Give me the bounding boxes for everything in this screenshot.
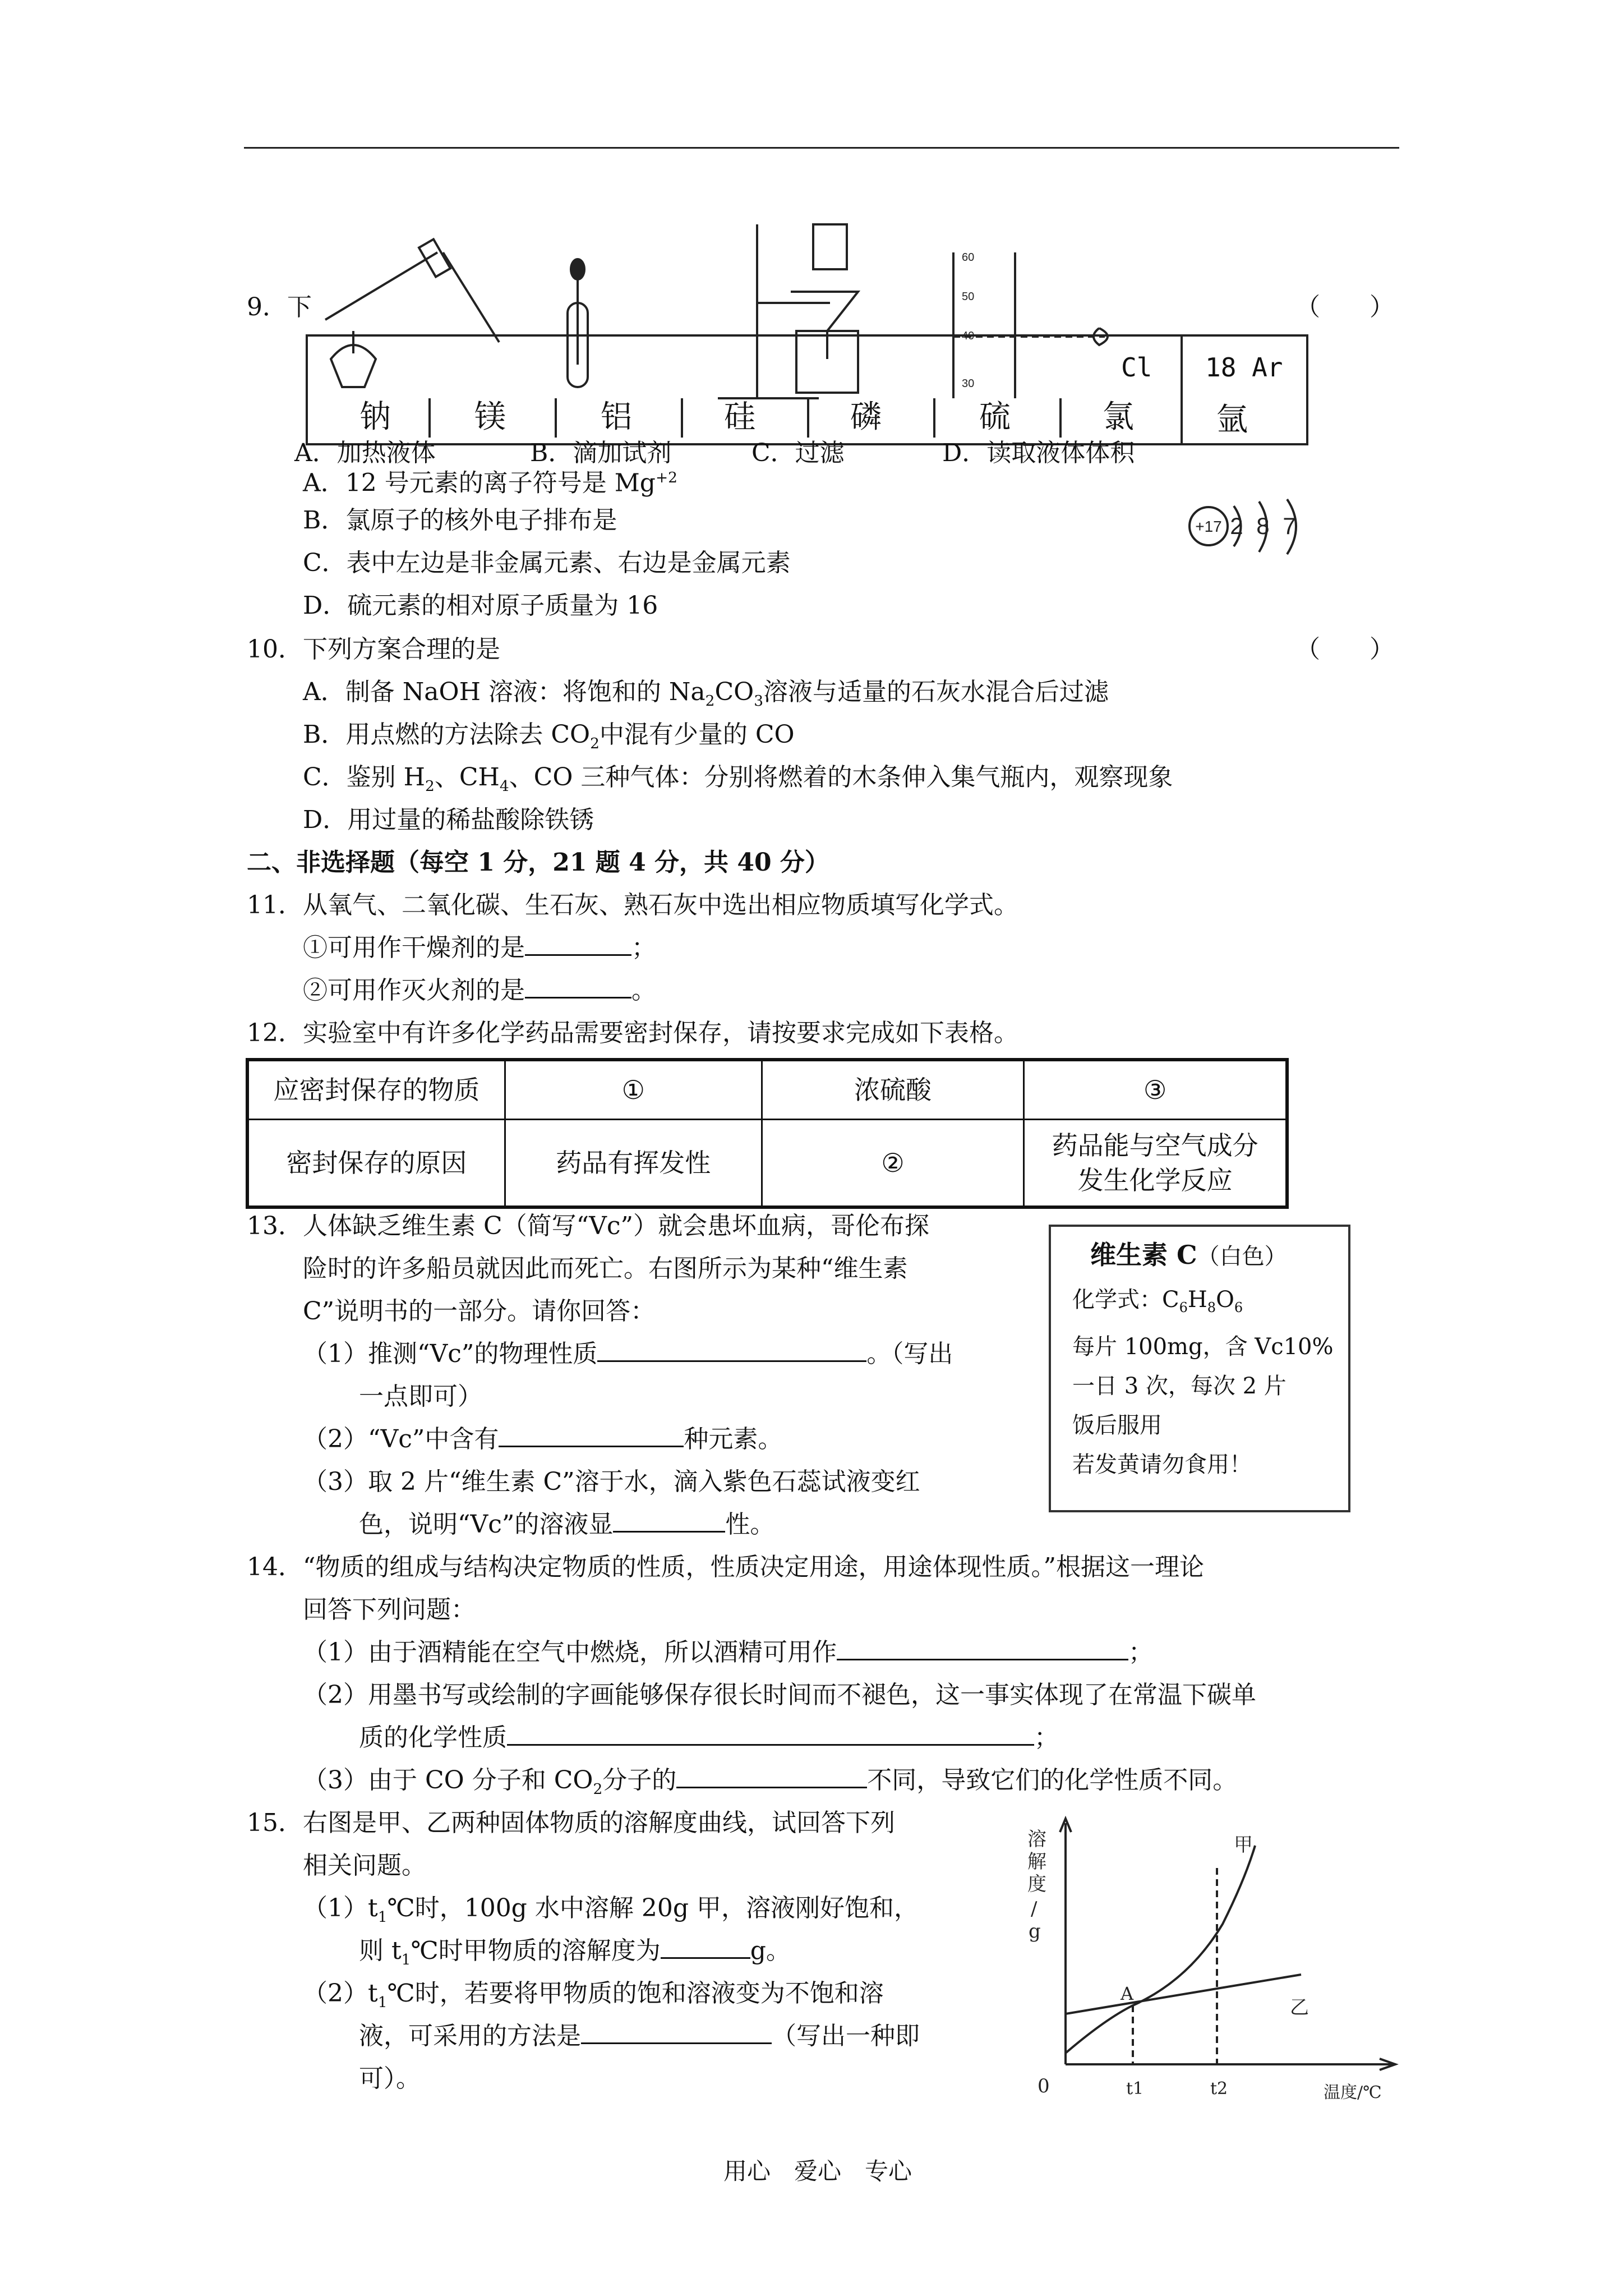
q9-option-a: A．加热液体 bbox=[294, 439, 436, 467]
q12-blank-3[interactable]: ③ bbox=[1024, 1060, 1287, 1120]
element-cl-symbol: Cl bbox=[1121, 352, 1152, 383]
q15-sub-1b: 则 $t_1℃$时甲物质的溶解度为 g。 bbox=[359, 1934, 791, 1977]
page-footer: 用心 爱心 专心 bbox=[723, 2157, 912, 2185]
element-cl: 氯 bbox=[1103, 399, 1134, 435]
x-tick-t1: t1 bbox=[1126, 2079, 1144, 2099]
cell-divider bbox=[428, 398, 431, 438]
q14-blank-3[interactable] bbox=[676, 1764, 867, 1788]
element-ar-symbol: 18 Ar bbox=[1205, 352, 1283, 383]
q14-line-2: 回答下列问题： bbox=[303, 1595, 476, 1624]
q10-choice-c: C．鉴别 $H_2$、$CH_4$、CO 三种气体：分别将燃着的木条伸入集气瓶内，观察现象 bbox=[303, 763, 1173, 795]
cell-divider bbox=[933, 398, 935, 438]
q11-blank-2[interactable] bbox=[525, 974, 631, 999]
q14-sub-2: （2）用墨书写或绘制的字画能够保存很长时间而不褪色，这一事实体现了在常温下碳单 bbox=[303, 1681, 1256, 1709]
y-axis-label: 溶解度/ g bbox=[1027, 1828, 1046, 1943]
filtration-funnel-icon bbox=[718, 224, 858, 398]
q12-cell-volatile: 药品有挥发性 bbox=[505, 1120, 762, 1207]
series-jia-curve bbox=[1066, 1846, 1255, 2053]
vitamin-c-label-box bbox=[1049, 1225, 1350, 1512]
q14-sub-1: （1）由于酒精能在空气中燃烧，所以酒精可用作 ； bbox=[303, 1636, 1153, 1669]
element-na: 钠 bbox=[359, 399, 391, 435]
cylinder-tick-30: 30 bbox=[962, 378, 975, 390]
q13-sub-2: （2）“Vc”中含有 种元素。 bbox=[303, 1423, 782, 1456]
vc-title: 维生素 C（白色） bbox=[1090, 1240, 1287, 1270]
q15-blank-2[interactable] bbox=[581, 2020, 772, 2044]
q10-answer-paren: （ ） bbox=[1295, 635, 1394, 664]
q12-cell-sulfuric-acid: 浓硫酸 bbox=[762, 1060, 1024, 1120]
element-si: 硅 bbox=[724, 399, 755, 435]
q13-sub-1: （1）推测“Vc”的物理性质 。（写出 bbox=[303, 1337, 953, 1371]
q9-option-c: C．过滤 bbox=[751, 439, 845, 467]
q9-choice-a: A．12 号元素的离子符号是 $Mg^{+2}$ bbox=[303, 468, 677, 498]
nucleus-charge: +17 bbox=[1195, 518, 1222, 535]
element-s: 硫 bbox=[979, 399, 1011, 435]
q13-line-1: 13．人体缺乏维生素 C（简写“Vc”）就会患坏血病，哥伦布探 bbox=[247, 1212, 930, 1240]
element-mg: 镁 bbox=[474, 399, 506, 435]
q9-choice-c: C．表中左边是非金属元素、右边是金属元素 bbox=[303, 549, 791, 577]
cell-divider bbox=[681, 398, 683, 438]
section-2-heading: 二、非选择题（每空 1 分，21 题 4 分，共 40 分） bbox=[247, 848, 829, 877]
element-ar: 氩 bbox=[1216, 402, 1248, 438]
q13-blank-1[interactable] bbox=[597, 1338, 866, 1362]
x-axis-label: 温度/℃ bbox=[1324, 2083, 1382, 2102]
q12-reason-label: 密封保存的原因 bbox=[247, 1120, 505, 1207]
series-yi-line bbox=[1066, 1975, 1301, 2014]
q12-stem: 12．实验室中有许多化学药品需要密封保存，请按要求完成如下表格。 bbox=[247, 1019, 1018, 1047]
vc-dose: 每片 100mg，含 Vc10% bbox=[1072, 1334, 1334, 1360]
q12-header-label: 应密封保存的物质 bbox=[247, 1060, 505, 1120]
q9-choice-d: D．硫元素的相对原子质量为 16 bbox=[303, 591, 658, 620]
origin-label: 0 bbox=[1038, 2075, 1050, 2097]
q9-option-d: D．读取液体体积 bbox=[942, 439, 1135, 467]
q10-choice-a: A．制备 NaOH 溶液：将饱和的 $Na_2CO_3$溶液与适量的石灰水混合后过滤 bbox=[303, 678, 1109, 710]
test-tube-dropper-icon bbox=[568, 259, 588, 387]
lab-apparatus-illustrations bbox=[292, 219, 1189, 404]
q10-choice-b: B．用点燃的方法除去 $CO_2$中混有少量的 CO bbox=[303, 720, 795, 752]
q15-sub-1: $(1)t_1℃$时，100g 水中溶解 20g 甲，溶液刚好饱和， bbox=[303, 1894, 919, 1926]
q14-sub-2b: 质的化学性质 ； bbox=[359, 1721, 1059, 1755]
q10-stem: 10．下列方案合理的是 bbox=[247, 635, 500, 664]
q14-blank-2[interactable] bbox=[507, 1722, 1034, 1746]
q13-sub-1b: 一点即可） bbox=[359, 1382, 482, 1411]
q11-item-2: ②可用作灭火剂的是 。 bbox=[303, 974, 656, 1007]
chlorine-atom-diagram bbox=[1181, 494, 1310, 561]
cell-divider bbox=[807, 398, 809, 438]
q15-sub-2: $(2)t_1℃$时，若要将甲物质的饱和溶液变为不饱和溶 bbox=[303, 1979, 884, 2011]
vc-warning: 若发黄请勿食用！ bbox=[1072, 1452, 1252, 1478]
q9-choice-b: B．氯原子的核外电子排布是 bbox=[303, 506, 617, 535]
alcohol-lamp-heating-icon bbox=[325, 240, 499, 387]
q13-sub-3b: 色，说明“Vc”的溶液显 性。 bbox=[359, 1508, 774, 1542]
cylinder-tick-60: 60 bbox=[962, 251, 975, 264]
electron-shells: 2 8 7 bbox=[1230, 513, 1299, 539]
q12-blank-1[interactable]: ① bbox=[505, 1060, 762, 1120]
q14-blank-1[interactable] bbox=[837, 1636, 1128, 1660]
q13-sub-3: （3）取 2 片“维生素 C”溶于水，滴入紫色石蕊试液变红 bbox=[303, 1467, 920, 1496]
q14-sub-3: （3）由于 CO 分子和 $CO_2$分子的 不同，导致它们的化学性质不同。 bbox=[303, 1764, 1237, 1806]
series-jia-label: 甲 bbox=[1234, 1834, 1253, 1856]
solubility-chart bbox=[1021, 1812, 1413, 2148]
element-al: 铝 bbox=[601, 399, 632, 435]
header-rule bbox=[244, 147, 1399, 149]
vc-after-meal: 饭后服用 bbox=[1072, 1412, 1162, 1438]
q12-table bbox=[246, 1058, 1289, 1209]
q9-option-b: B．滴加试剂 bbox=[530, 439, 672, 467]
vc-formula: 化学式：$C_6H_8O_6$ bbox=[1072, 1287, 1243, 1315]
q10-choice-d: D．用过量的稀盐酸除铁锈 bbox=[303, 806, 594, 834]
cell-divider bbox=[555, 398, 557, 438]
q15-sub-2c: 可）。 bbox=[359, 2064, 421, 2093]
series-yi-label: 乙 bbox=[1290, 1996, 1309, 2019]
cell-divider bbox=[1059, 398, 1062, 438]
x-tick-t2: t2 bbox=[1210, 2079, 1228, 2099]
q12-cell-reacts-air: 药品能与空气成分 发生化学反应 bbox=[1024, 1120, 1287, 1207]
q11-item-1: ①可用作干燥剂的是 ； bbox=[303, 931, 656, 965]
q12-blank-2[interactable]: ② bbox=[762, 1120, 1024, 1207]
q9-answer-paren: （ ） bbox=[1295, 293, 1394, 321]
q13-blank-3[interactable] bbox=[613, 1508, 725, 1533]
cylinder-tick-50: 50 bbox=[962, 291, 975, 303]
graduated-cylinder-eye-icon bbox=[953, 252, 1108, 398]
q15-sub-2b: 液，可采用的方法是 （写出一种即 bbox=[359, 2019, 920, 2053]
cylinder-tick-40: 40 bbox=[962, 330, 975, 342]
q13-line-2: 险时的许多船员就因此而死亡。右图所示为某种“维生素 bbox=[303, 1254, 908, 1283]
point-a-label: A bbox=[1121, 1983, 1134, 2004]
q9-number: 9．下 bbox=[247, 293, 312, 321]
q15-line-1: 15．右图是甲、乙两种固体物质的溶解度曲线，试回答下列 bbox=[247, 1809, 895, 1837]
vc-frequency: 一日 3 次，每次 2 片 bbox=[1072, 1373, 1287, 1399]
q11-stem: 11．从氧气、二氧化碳、生石灰、熟石灰中选出相应物质填写化学式。 bbox=[247, 891, 1018, 919]
q15-line-2: 相关问题。 bbox=[303, 1851, 426, 1880]
q13-blank-2[interactable] bbox=[499, 1423, 684, 1447]
element-p: 磷 bbox=[850, 399, 882, 435]
q13-line-3: C”说明书的一部分。请你回答： bbox=[303, 1297, 656, 1326]
q14-line-1: 14．“物质的组成与结构决定物质的性质，性质决定用途，用途体现性质。”根据这一理论 bbox=[247, 1553, 1204, 1581]
q15-blank-1[interactable] bbox=[661, 1935, 750, 1959]
q11-blank-1[interactable] bbox=[525, 932, 631, 956]
